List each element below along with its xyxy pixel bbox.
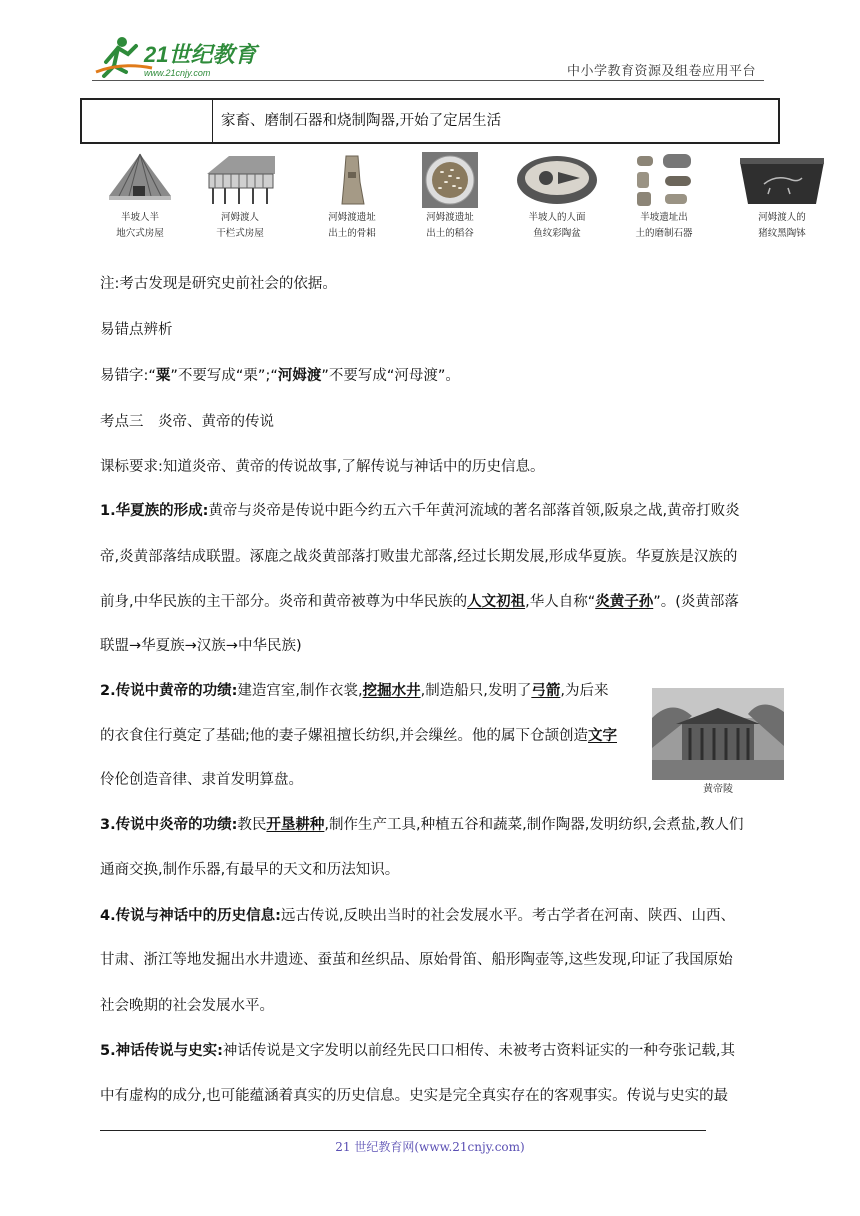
paragraph-label: 3.传说中炎帝的功绩: bbox=[100, 817, 238, 833]
header-divider bbox=[92, 80, 764, 81]
paragraph-label: 4.传说与神话中的历史信息: bbox=[100, 908, 281, 924]
artifact-gallery bbox=[100, 152, 830, 252]
artifact-caption-1: 半坡遗址出 bbox=[640, 212, 688, 223]
page-header bbox=[0, 0, 860, 90]
thatched-hut-icon bbox=[105, 152, 175, 208]
artifact-item bbox=[510, 152, 604, 240]
artifact-caption-1: 半坡人半 bbox=[120, 212, 159, 223]
paragraph-3-line-2: 通商交换,制作乐器,有最早的天文和历法知识。 bbox=[100, 862, 400, 878]
artifact-item bbox=[620, 152, 708, 240]
black-pottery-icon bbox=[736, 152, 828, 208]
artifact-item bbox=[734, 152, 830, 240]
logo-text: 21世纪教育 bbox=[144, 42, 257, 67]
artifact-caption-1: 半坡人的人面 bbox=[528, 212, 586, 223]
table-cell-empty bbox=[82, 100, 213, 142]
artifact-caption-1: 河姆渡遗址 bbox=[426, 212, 474, 223]
section-title: 考点三 炎帝、黄帝的传说 bbox=[100, 414, 274, 430]
error-prone-characters: 易错字:“粟”不要写成“栗”;“河姆渡”不要写成“河母渡”。 bbox=[100, 368, 460, 384]
artifact-caption-2: 出土的骨耜 bbox=[328, 228, 376, 239]
artifact-caption-1: 河姆渡人的 bbox=[758, 212, 806, 223]
artifact-item bbox=[196, 152, 284, 240]
paragraph-label: 2.传说中黄帝的功绩: bbox=[100, 683, 238, 699]
painted-basin-icon bbox=[514, 152, 600, 208]
logo-icon bbox=[92, 32, 267, 82]
artifact-item bbox=[312, 152, 392, 240]
rice-grain-icon bbox=[422, 152, 478, 208]
paragraph-label: 1.华夏族的形成: bbox=[100, 503, 209, 519]
table-cell-content: 家畜、磨制石器和烧制陶器,开始了定居生活 bbox=[221, 113, 502, 129]
paragraph-4-line-3: 社会晚期的社会发展水平。 bbox=[100, 998, 274, 1014]
artifact-item bbox=[410, 152, 490, 240]
artifact-caption-1: 河姆渡遗址 bbox=[328, 212, 376, 223]
paragraph-1-line-3: 前身,中华民族的主干部分。炎帝和黄帝被尊为中华民族的人文初祖,华人自称“炎黄子孙”。(炎黄部落 bbox=[100, 594, 739, 610]
error-analysis-title: 易错点辨析 bbox=[100, 322, 173, 338]
paragraph-1-line-1: 1.华夏族的形成:黄帝与炎帝是传说中距今约五六千年黄河流域的著名部落首领,阪泉之战,黄帝打败炎 bbox=[100, 503, 740, 519]
paragraph-5-line-1: 5.神话传说与史实:神话传说是文字发明以前经先民口口相传、未被考古资料证实的一种夸张记载,其 bbox=[100, 1043, 736, 1059]
artifact-caption-2: 土的磨制石器 bbox=[635, 228, 693, 239]
bone-tool-icon bbox=[332, 152, 372, 208]
yellow-emperor-mausoleum-photo bbox=[652, 688, 784, 796]
curriculum-standard: 课标要求:知道炎帝、黄帝的传说故事,了解传说与神话中的历史信息。 bbox=[100, 459, 545, 475]
paragraph-2-line-1: 2.传说中黄帝的功绩:建造宫室,制作衣裳,挖掘水井,制造船只,发明了弓箭,为后来 bbox=[100, 683, 609, 699]
mausoleum-image bbox=[652, 688, 784, 796]
stone-tools-icon bbox=[629, 152, 699, 208]
paragraph-label: 5.神话传说与史实: bbox=[100, 1043, 223, 1059]
platform-name: 中小学教育资源及组卷应用平台 bbox=[566, 64, 756, 79]
artifact-caption-2: 地穴式房屋 bbox=[116, 228, 164, 239]
photo-caption: 黄帝陵 bbox=[703, 784, 733, 795]
artifact-caption-2: 干栏式房屋 bbox=[216, 228, 264, 239]
site-logo[interactable] bbox=[92, 32, 267, 82]
artifact-caption-1: 河姆渡人 bbox=[220, 212, 259, 223]
footer-link[interactable]: 21 世纪教育网(www.21cnjy.com) bbox=[335, 1140, 525, 1154]
artifact-caption-2: 猪纹黑陶钵 bbox=[758, 228, 806, 239]
table-row bbox=[80, 98, 780, 144]
paragraph-4-line-1: 4.传说与神话中的历史信息:远古传说,反映出当时的社会发展水平。考古学者在河南、陕西、山西、 bbox=[100, 908, 736, 924]
paragraph-3-line-1: 3.传说中炎帝的功绩:教民开垦耕种,制作生产工具,种植五谷和蔬菜,制作陶器,发明纺织,会煮盐,教人们 bbox=[100, 817, 744, 833]
stilt-house-icon bbox=[199, 152, 281, 208]
paragraph-1-line-4: 联盟→华夏族→汉族→中华民族) bbox=[100, 638, 302, 654]
artifact-caption-2: 鱼纹彩陶盆 bbox=[533, 228, 581, 239]
logo-url: www.21cnjy.com bbox=[144, 68, 211, 78]
artifact-caption-2: 出土的稻谷 bbox=[426, 228, 474, 239]
paragraph-5-line-2: 中有虚构的成分,也可能蕴涵着真实的历史信息。史实是完全真实存在的客观事实。传说与史实的最 bbox=[100, 1088, 729, 1104]
paragraph-2-line-3: 伶伦创造音律、隶首发明算盘。 bbox=[100, 772, 303, 788]
paragraph-4-line-2: 甘肃、浙江等地发掘出水井遗迹、蚕茧和丝织品、原始骨笛、船形陶壶等,这些发现,印证了我国原始 bbox=[100, 952, 733, 968]
footer-divider bbox=[100, 1130, 706, 1131]
paragraph-1-line-2: 帝,炎黄部落结成联盟。涿鹿之战炎黄部落打败蚩尤部落,经过长期发展,形成华夏族。华夏族是汉族的 bbox=[100, 549, 738, 565]
artifact-item bbox=[100, 152, 180, 240]
paragraph-2-line-2: 的衣食住行奠定了基础;他的妻子嫘祖擅长纺织,并会缫丝。他的属下仓颉创造文字 bbox=[100, 728, 617, 744]
note-text: 注:考古发现是研究史前社会的依据。 bbox=[100, 276, 337, 292]
